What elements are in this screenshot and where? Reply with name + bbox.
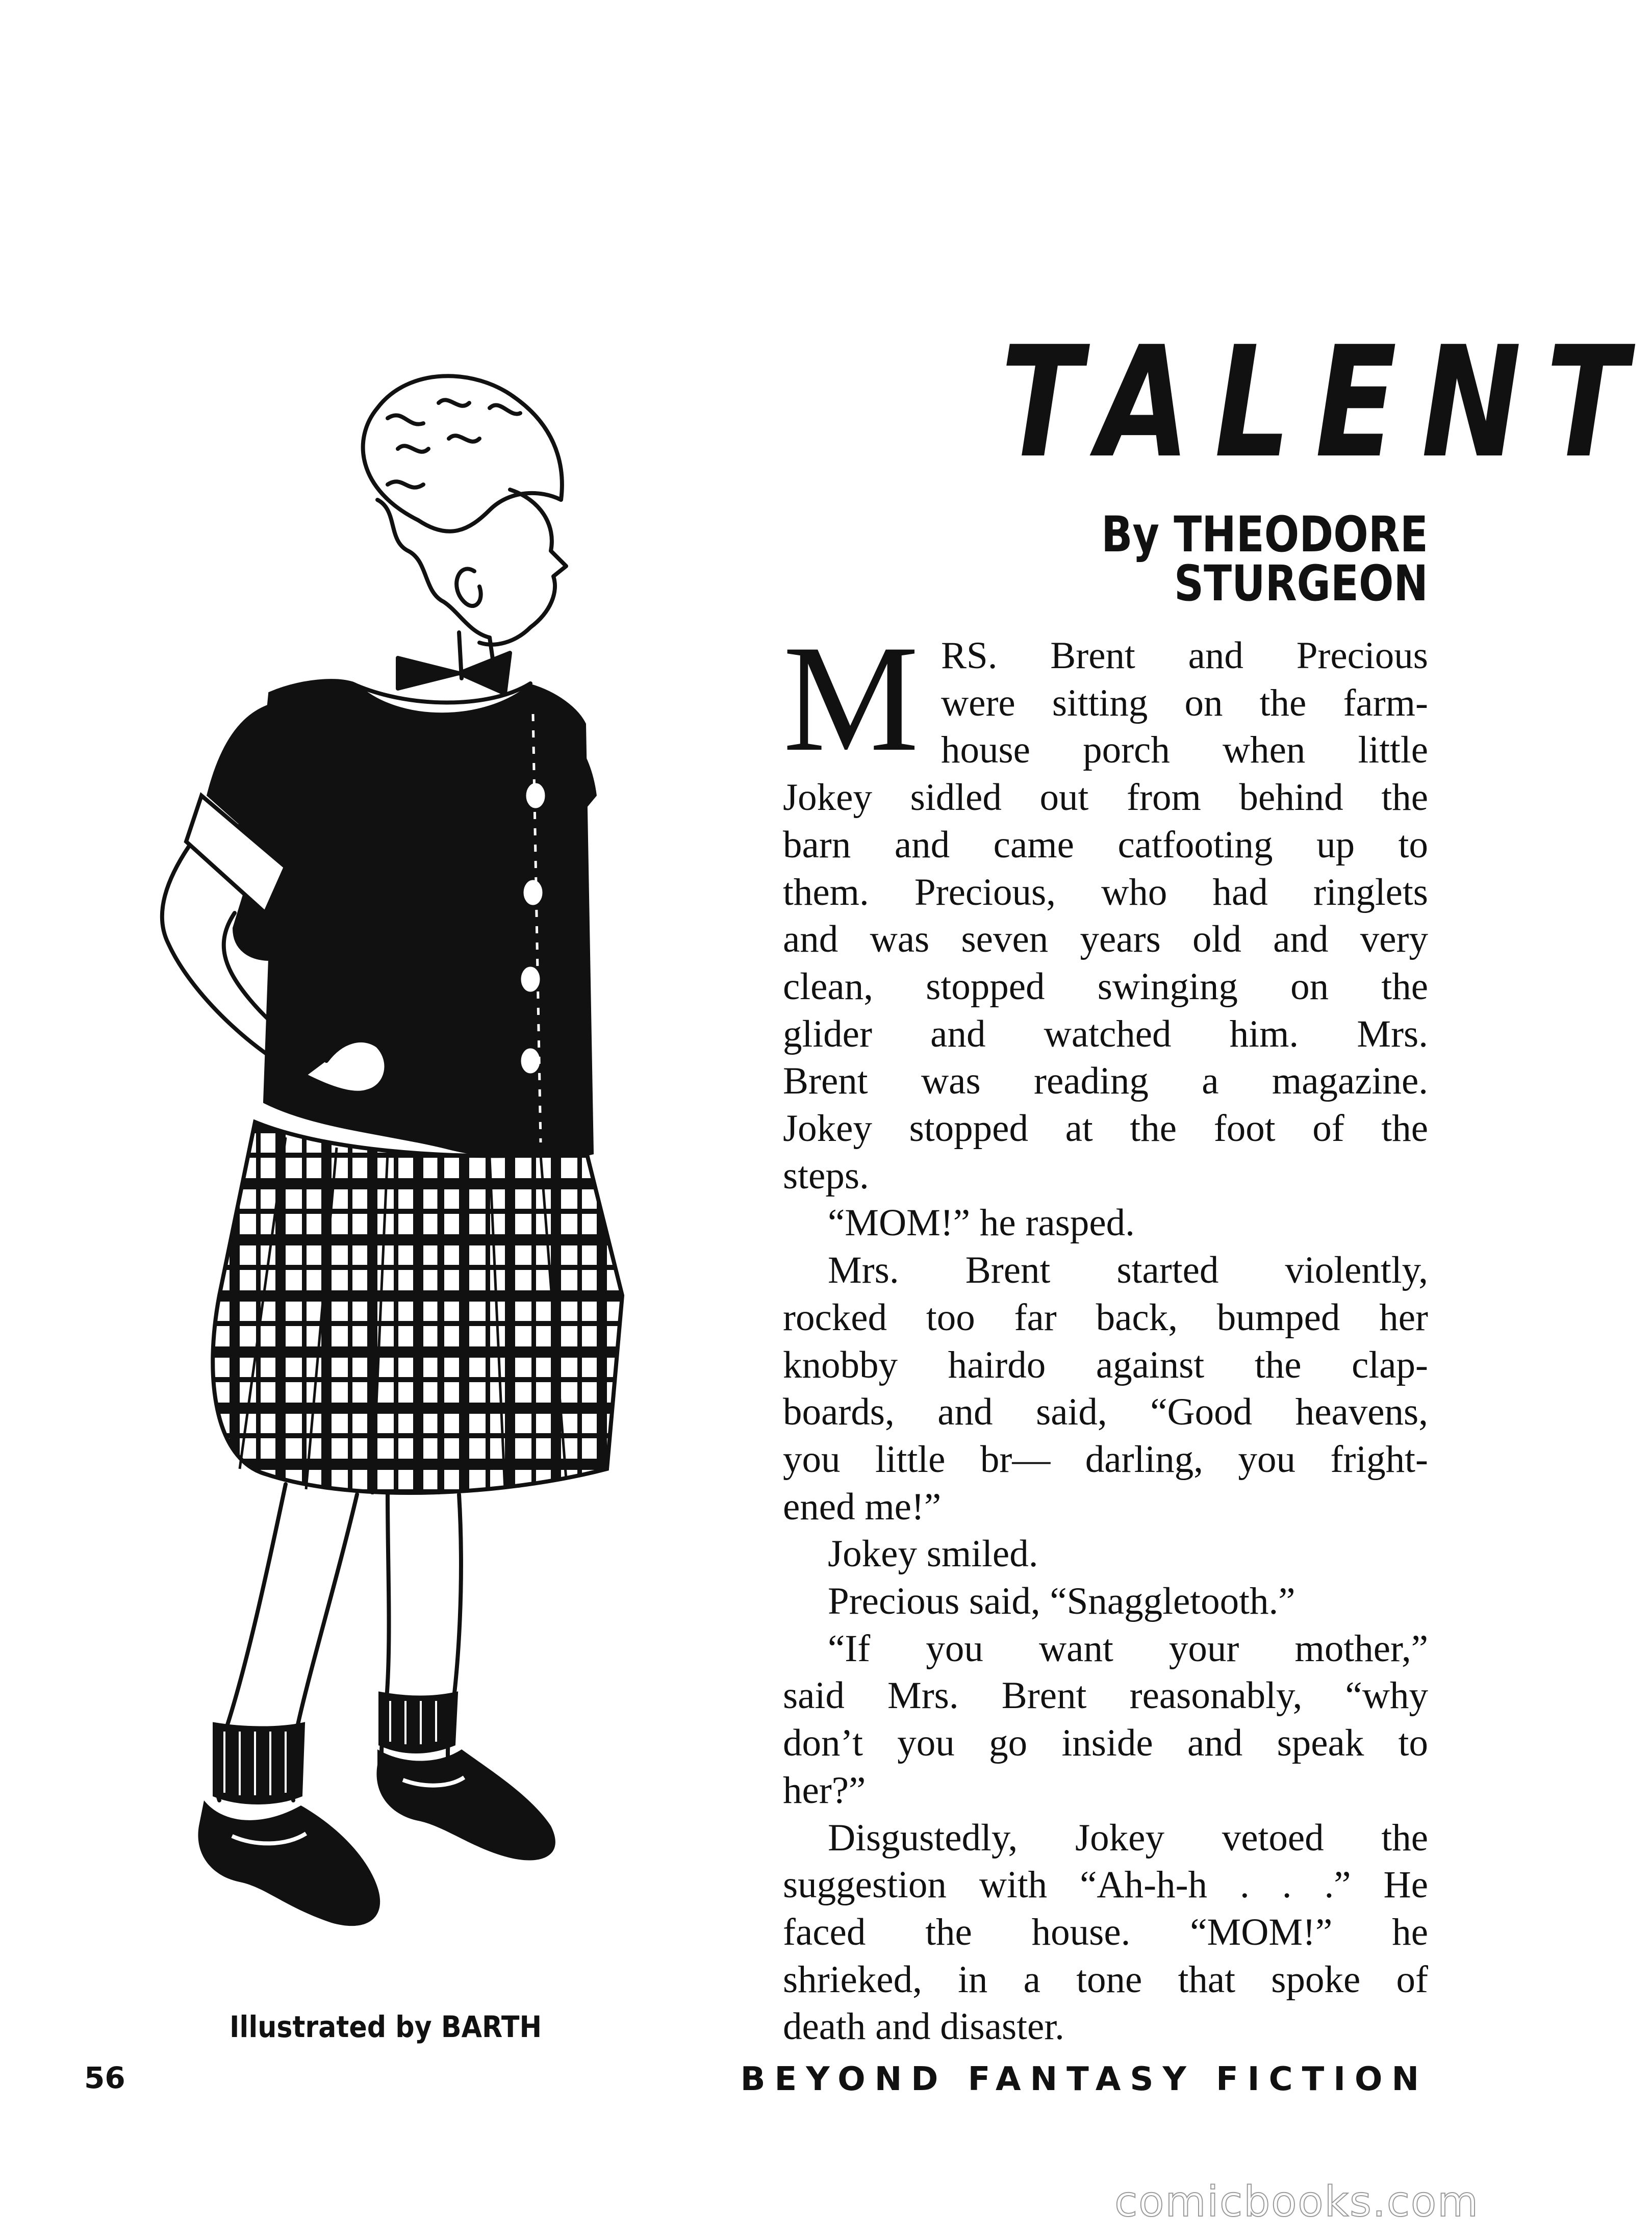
- paragraph: [783, 774, 1428, 1200]
- text-line: don’t you go inside and speak to: [783, 1722, 1428, 1765]
- story-title: TALENT: [1001, 314, 1652, 492]
- text-line: shrieked, in a tone that spoke of: [783, 1958, 1428, 2001]
- running-footer: BEYOND FANTASY FICTION: [740, 2060, 1428, 2098]
- paragraph: [783, 1531, 1428, 1578]
- paragraph: [783, 1247, 1428, 1531]
- text-line: them. Precious, who had ringlets: [783, 871, 1428, 913]
- drop-cap: M: [783, 614, 919, 783]
- text-line: faced the house. “MOM!” he: [783, 1911, 1428, 1953]
- story-text: [783, 614, 1428, 2051]
- story-paragraphs: [783, 774, 1428, 2051]
- text-line: rocked too far back, bumped her: [783, 1296, 1428, 1339]
- text-line: “If you want your mother,”: [828, 1627, 1428, 1670]
- text-line: RS. Brent and Precious: [941, 634, 1428, 677]
- text-line: Jokey smiled.: [828, 1533, 1038, 1575]
- text-line: death and disaster.: [783, 2005, 1064, 2048]
- text-line: her?”: [783, 1769, 866, 1812]
- text-line: ened me!”: [783, 1485, 942, 1528]
- text-line: boards, and said, “Good heavens,: [783, 1391, 1428, 1434]
- text-line: Disgustedly, Jokey vetoed the: [828, 1816, 1428, 1859]
- text-line: steps.: [783, 1154, 869, 1197]
- watermark: comicbooks.com: [1114, 2178, 1479, 2226]
- girl-illustration: [0, 0, 714, 1989]
- text-line: house porch when little: [941, 729, 1428, 772]
- text-line: knobby hairdo against the clap-: [783, 1343, 1428, 1386]
- paragraph: [783, 1200, 1428, 1247]
- text-line: said Mrs. Brent reasonably, “why: [783, 1674, 1428, 1717]
- text-line: Mrs. Brent started violently,: [828, 1249, 1428, 1292]
- text-line: you little br— darling, you fright-: [783, 1438, 1428, 1481]
- illustration-credit: Illustrated by BARTH: [230, 2009, 542, 2044]
- text-line: suggestion with “Ah-h-h . . .” He: [783, 1864, 1428, 1906]
- byline: By THEODORE STURGEON: [1101, 506, 1428, 612]
- page-number: 56: [84, 2060, 125, 2095]
- text-line: “MOM!” he rasped.: [828, 1202, 1135, 1244]
- text-line: glider and watched him. Mrs.: [783, 1012, 1428, 1055]
- text-line: Jokey sidled out from behind the: [783, 776, 1428, 819]
- text-line: and was seven years old and very: [783, 918, 1428, 961]
- text-line: were sitting on the farm-: [941, 681, 1428, 724]
- paragraph: [783, 1578, 1428, 1625]
- text-line: Jokey stopped at the foot of the: [783, 1107, 1428, 1150]
- text-line: barn and came catfooting up to: [783, 823, 1428, 866]
- text-line: Precious said, “Snaggletooth.”: [828, 1580, 1295, 1623]
- text-line: clean, stopped swinging on the: [783, 965, 1428, 1008]
- paragraph: [783, 1815, 1428, 2051]
- paragraph: [783, 1625, 1428, 1815]
- text-line: Brent was reading a magazine.: [783, 1060, 1428, 1103]
